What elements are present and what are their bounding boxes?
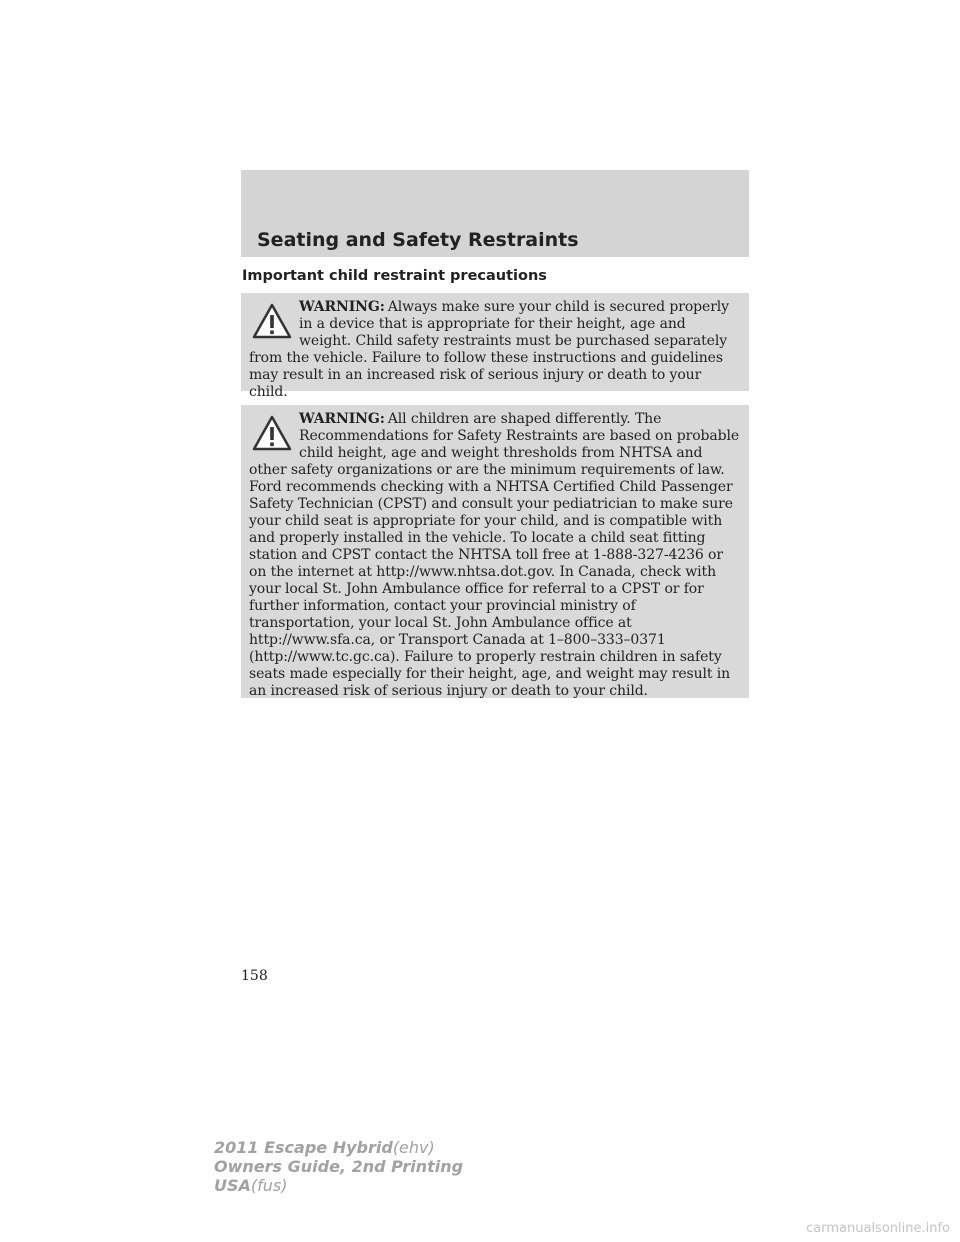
footer-model-code: (ehv)	[392, 1138, 435, 1157]
warning-label: WARNING:	[299, 411, 385, 427]
section-title: Seating and Safety Restraints	[257, 229, 579, 251]
page-number: 158	[241, 968, 268, 984]
warning-box-1	[241, 293, 749, 400]
warning-text-1	[249, 299, 741, 401]
footer-line-edition: Owners Guide, 2nd Printing	[214, 1157, 464, 1176]
watermark: carmanualsonline.info	[806, 1221, 950, 1236]
warning-body: All children are shaped differently. The Recommendations for Safety Restraints are based on probable child height, age and weight thresholds from NHTSA and other safety organizations or are the minimum requirements of law. Ford recommends checking with a NHTSA Certified Child Passenger Safety Technician (CPST) and consult your pediatrician to make sure your child seat is appropriate for your child, and is compatible with and properly installed in the vehicle. To locate a child seat fitting station and CPST contact the NHTSA toll free at 1-888-327-4236 or on the internet at http://www.nhtsa.dot.gov. In Canada, check with your local St. John Ambulance office for referral to a CPST or for further information, contact your provincial ministry of transportation, your local St. John Ambulance office at http://www.sfa.ca, or Transport Canada at 1–800–333–0371 (http://www.tc.gc.ca). Failure to properly restrain children in safety seats made especially for their height, age, and weight may result in an increased risk of serious injury or death to your child.	[249, 411, 740, 699]
warning-text-2	[249, 411, 741, 700]
footer-line-model	[214, 1138, 463, 1157]
warning-label: WARNING:	[299, 299, 385, 315]
footer-model: 2011 Escape Hybrid	[214, 1138, 393, 1157]
warning-triangle-icon	[252, 415, 292, 451]
warning-triangle-icon	[252, 303, 292, 339]
warning-box-2	[241, 405, 749, 698]
subheading: Important child restraint precautions	[242, 268, 547, 284]
footer-line-market	[214, 1176, 463, 1195]
footer-market-code: (fus)	[250, 1176, 288, 1195]
warning-body: Always make sure your child is secured properly in a device that is appropriate for their height, age and weight. Child safety restraints must be purchased separately from the vehicle. Failure to follow these instructions and guidelines may result in an increased risk of serious injury or death to your child.	[249, 299, 729, 400]
document-footer	[214, 1138, 463, 1195]
footer-market: USA	[214, 1176, 251, 1195]
